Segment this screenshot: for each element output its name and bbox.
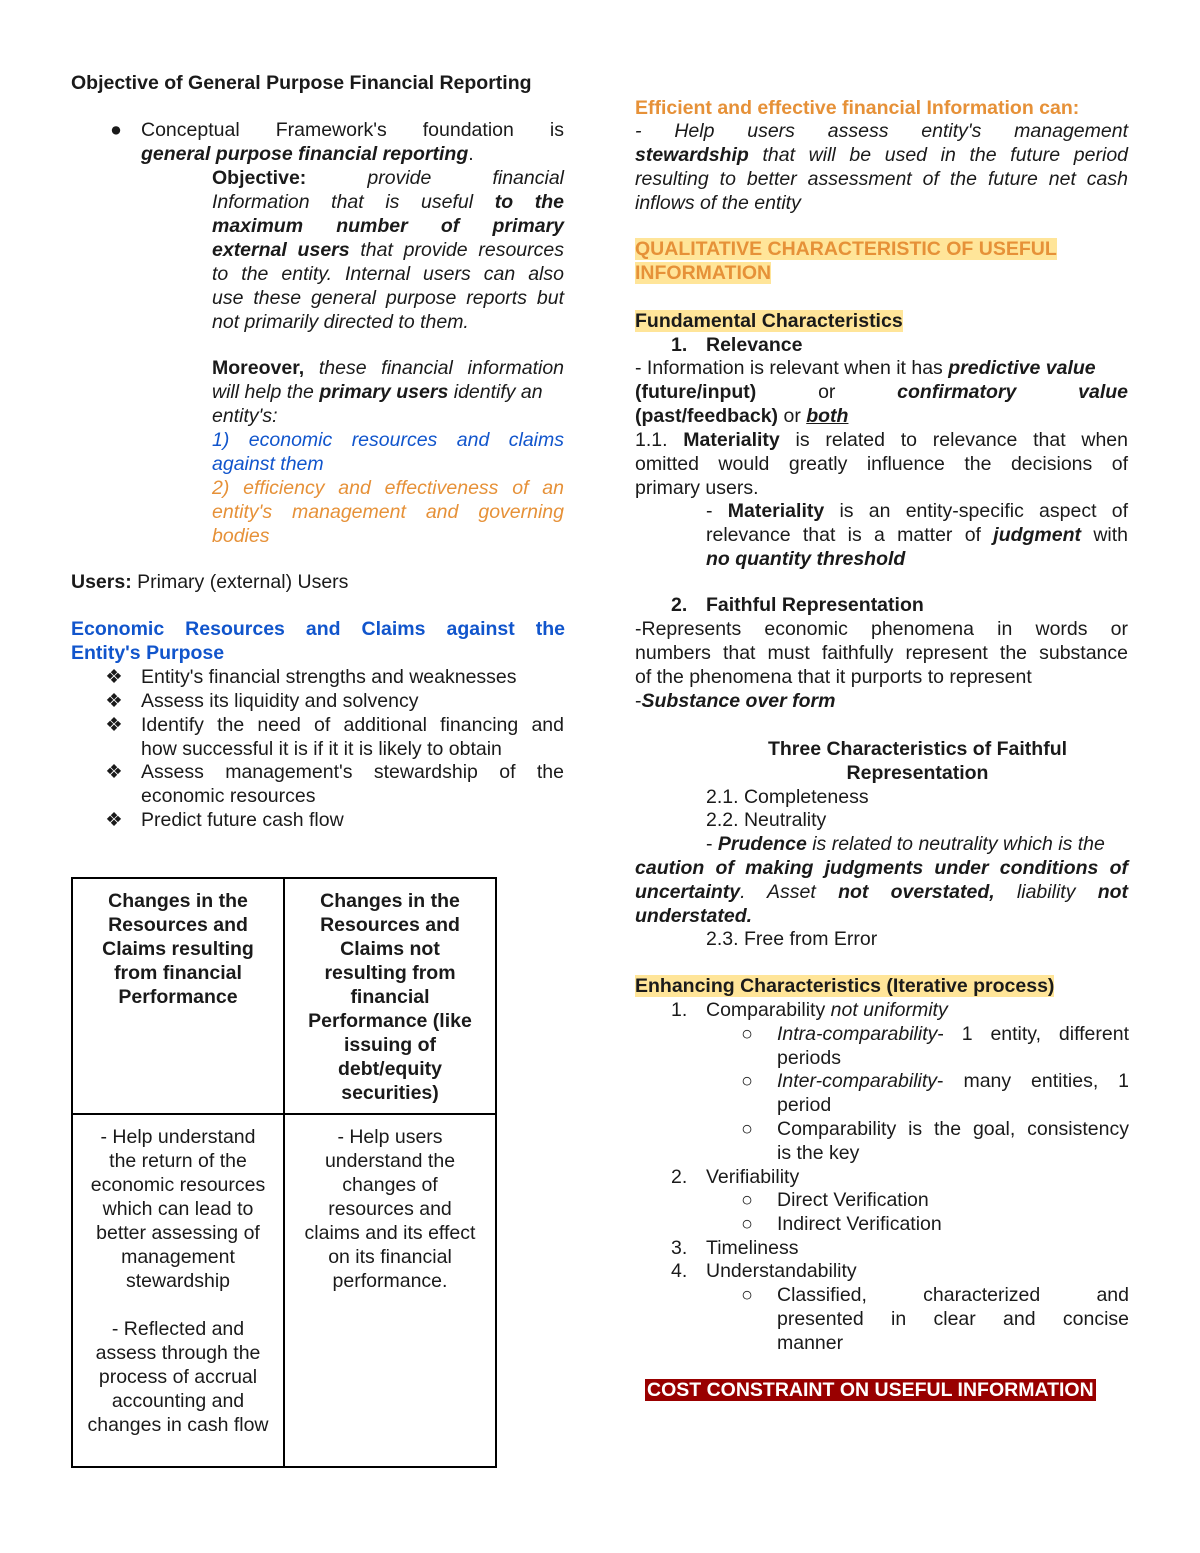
circle-bullet-icon: ○ [741, 1189, 753, 1211]
list-number: 4. [671, 1260, 688, 1282]
list-subitem-continued: periods [777, 1047, 841, 1069]
neutrality: 2.2. Neutrality [706, 809, 827, 831]
list-item: Verifiability [706, 1166, 800, 1188]
faithful-text: -Represents economic phenomena in words or numbers that must faithfully represent the substance of the phenomena that it purports to represent -Substance over form [635, 618, 1128, 712]
list-item: Comparability not uniformity [706, 999, 948, 1021]
list-subitem: Direct Verification [777, 1189, 929, 1211]
three-characteristics-heading-2: Representation [846, 762, 989, 784]
moreover-block: Moreover, these financial information will help the primary users identify an entity's: 1) economic resources and claims against them 2) efficiency and effectiveness of an entity's management and governing bodies [212, 357, 565, 547]
diamond-bullet-icon: ❖ [105, 714, 123, 736]
circle-bullet-icon: ○ [741, 1213, 753, 1235]
list-item: Understandability [706, 1260, 857, 1282]
list-item: Entity's financial strengths and weaknesses [141, 666, 517, 688]
diamond-bullet-icon: ❖ [105, 761, 123, 783]
list-subitem-continued: manner [777, 1332, 844, 1354]
three-characteristics-heading: Three Characteristics of Faithful [767, 738, 1068, 760]
changes-table [71, 877, 497, 1468]
list-item: Identify the need of additional financing and [141, 714, 564, 736]
objective-block: Objective: provide financial Information that is useful to the maximum number of primary external users that provide resources to the entity. Internal users can also use these general purpose reports but not primarily directed to them. [212, 167, 565, 333]
cost-constraint-heading: COST CONSTRAINT ON USEFUL INFORMATION [647, 1379, 1094, 1401]
list-item-continued: how successful it is if it it is likely to obtain [141, 738, 502, 760]
page-title: Objective of General Purpose Financial Reporting [71, 72, 532, 94]
list-subitem-continued: is the key [777, 1142, 860, 1164]
list-number: 2. [671, 1166, 688, 1188]
efficient-text: - Help users assess entity's management stewardship that will be used in the future period resulting to better assessment of the future net cash inflows of the entity [635, 120, 1129, 214]
faithful-number: 2. [671, 594, 688, 616]
list-item: Assess management's stewardship of the [141, 761, 564, 783]
diamond-bullet-icon: ❖ [105, 690, 123, 712]
users-line: Users: Primary (external) Users [71, 571, 349, 593]
list-number: 3. [671, 1237, 688, 1259]
relevance-text: - Information is relevant when it has predictive value (future/input) or confirmatory value (past/feedback) or both 1.1. Materiality is related to relevance that when omitted would greatly influence the decisions of primary users. [635, 357, 1128, 499]
enhancing-heading: Enhancing Characteristics (Iterative process) [635, 975, 1055, 997]
table-header-not-financial-performance: Changes in the Resources and Claims not resulting from financial Performance (like issuing of debt/equity securities) [284, 878, 496, 1114]
list-item: Timeliness [706, 1237, 799, 1259]
list-subitem-continued: presented in clear and concise [777, 1308, 1129, 1330]
fundamental-heading: Fundamental Characteristics [635, 310, 903, 332]
materiality-subitem: - Materiality is an entity-specific aspect of relevance that is a matter of judgment with no quantity threshold [706, 500, 1129, 570]
table-cell-not-financial-performance: - Help users understand the changes of resources and claims and its effect on its financial performance. [284, 1114, 496, 1467]
diamond-bullet-icon: ❖ [105, 666, 123, 688]
framework-bullet: Conceptual Framework's foundation is general purpose financial reporting. [141, 119, 564, 165]
free-from-error: 2.3. Free from Error [706, 928, 878, 950]
list-subitem: Comparability is the goal, consistency [777, 1118, 1129, 1140]
circle-bullet-icon: ○ [741, 1284, 753, 1306]
circle-bullet-icon: ○ [741, 1070, 753, 1092]
list-subitem: Inter-comparability- many entities, 1 [777, 1070, 1129, 1092]
table-header-financial-performance: Changes in the Resources and Claims resulting from financial Performance [72, 878, 284, 1114]
table-cell-financial-performance: - Help understand the return of the economic resources which can lead to better assessing of management stewardship - Reflected and assess through the process of accrual accounting and changes in cash flow [72, 1114, 284, 1467]
list-subitem-continued: period [777, 1094, 832, 1116]
prudence-text: - Prudence is related to neutrality which is the caution of making judgments under conditions of uncertainty. Asset not overstated, liability not understated. [635, 833, 1129, 927]
list-subitem: Classified, characterized and [777, 1284, 1129, 1306]
economic-resources-heading: Economic Resources and Claims against the Entity's Purpose [71, 618, 565, 664]
diamond-bullet-icon: ❖ [105, 809, 123, 831]
list-number: 1. [671, 999, 688, 1021]
faithful-title: Faithful Representation [706, 594, 924, 616]
list-subitem: Indirect Verification [777, 1213, 942, 1235]
list-subitem: Intra-comparability- 1 entity, different [777, 1023, 1129, 1045]
qualitative-heading: QUALITATIVE CHARACTERISTIC OF USEFUL INFORMATION [635, 238, 1057, 284]
list-item: Assess its liquidity and solvency [141, 690, 419, 712]
relevance-number: 1. [671, 334, 688, 356]
bullet-dot-icon: ● [110, 119, 122, 141]
circle-bullet-icon: ○ [741, 1023, 753, 1045]
relevance-title: Relevance [706, 334, 803, 356]
list-item-continued: economic resources [141, 785, 316, 807]
list-item: Predict future cash flow [141, 809, 344, 831]
circle-bullet-icon: ○ [741, 1118, 753, 1140]
efficient-heading: Efficient and effective financial Information can: [635, 97, 1080, 119]
completeness: 2.1. Completeness [706, 786, 869, 808]
